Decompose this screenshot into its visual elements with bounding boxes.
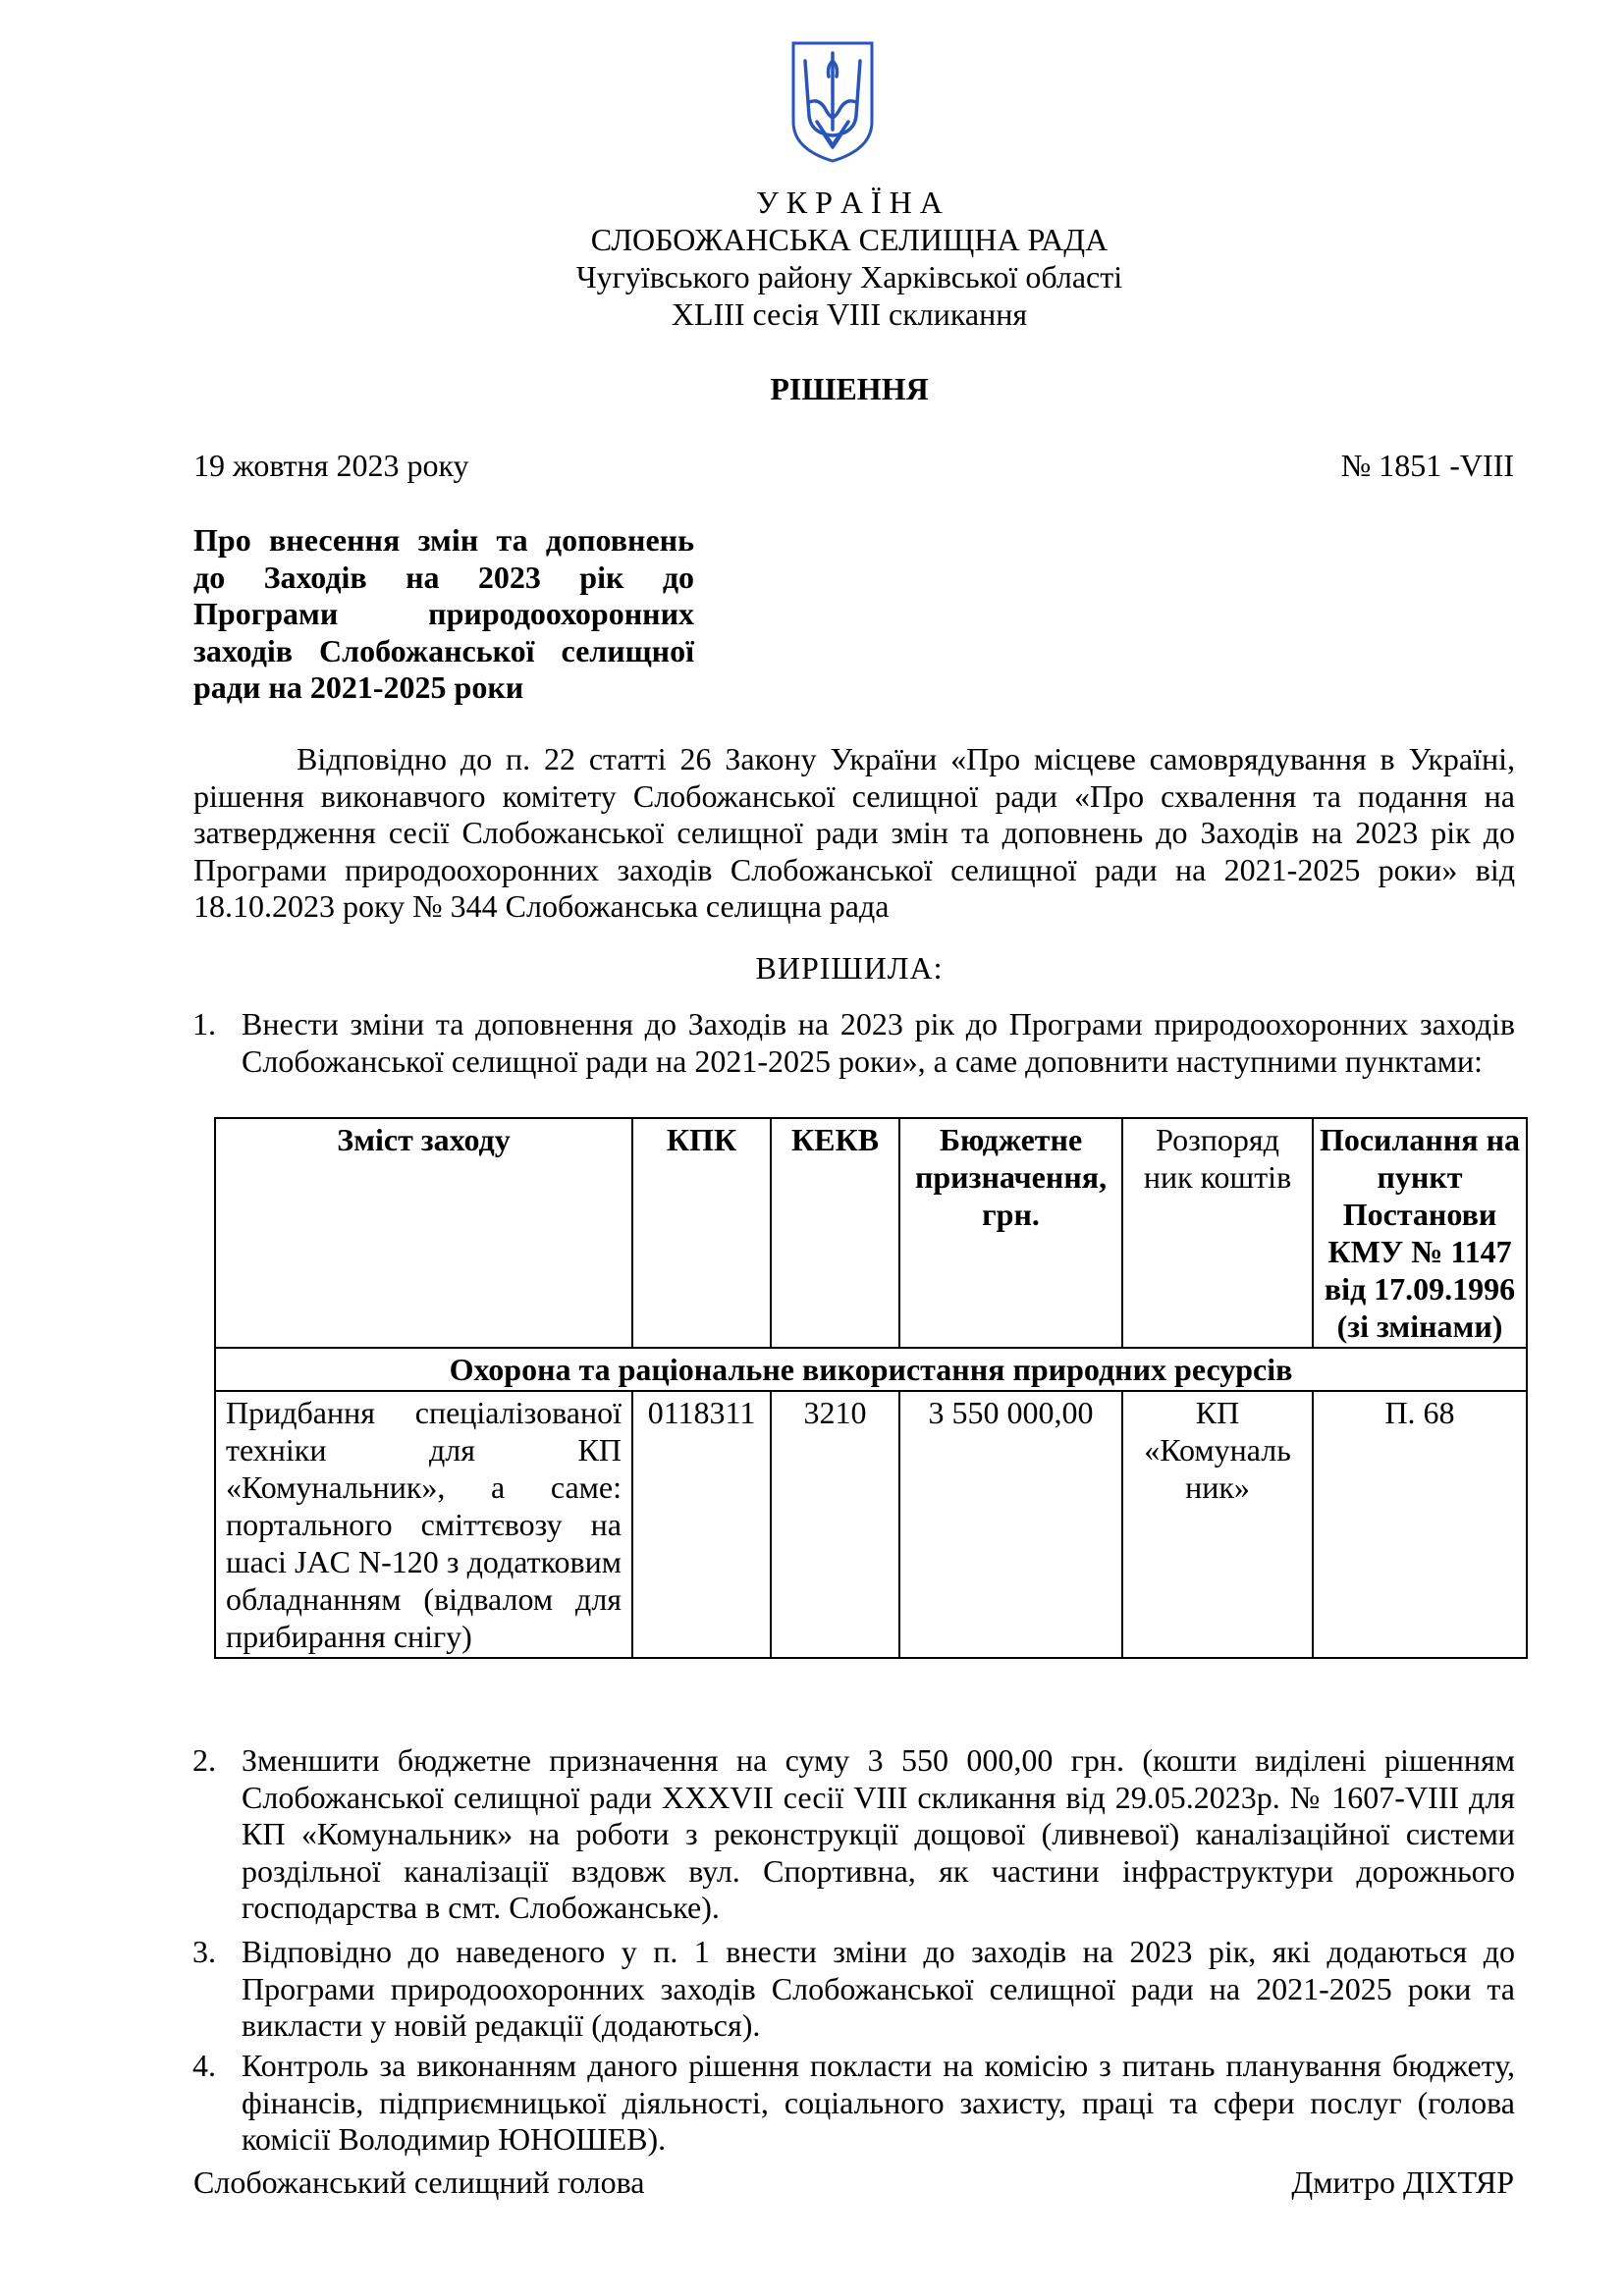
list-item bbox=[192, 2048, 1515, 2159]
subject-line: Про внесення змін та доповнень bbox=[193, 522, 694, 558]
header-district: Чугуївського району Харківської області bbox=[575, 259, 1123, 294]
decision-date: 19 жовтня 2023 року bbox=[193, 448, 469, 483]
table-cell-reference: П. 68 bbox=[1313, 1391, 1527, 1658]
table-section-title: Охорона та раціональне використання природних ресурсів bbox=[215, 1348, 1527, 1391]
measures-table bbox=[214, 1117, 1528, 1659]
list-item bbox=[192, 1006, 1515, 1080]
list-item-text: Внести зміни та доповнення до Заходів на 2023 рік до Програми природоохоронних заходів Слобожанської селищної ради на 2021-2025 роки», а саме доповнити наступними пунктами: bbox=[242, 1006, 1515, 1079]
list-item bbox=[192, 1934, 1515, 2045]
preamble-text: Відповідно до п. 22 статті 26 Закону України «Про місцеве самоврядування в Україні, рішення виконавчого комітету Слобожанської селищної ради «Про схвалення та подання на затвердження сесії Слобожанської селищної ради змін та доповнень до Заходів на 2023 рік до Програми природоохоронних заходів Слобожанської селищної ради на 2021-2025 роки» від 18.10.2023 року № 344 Слобожанська селищна рада bbox=[193, 741, 1515, 924]
table-header-row bbox=[215, 1118, 1527, 1348]
document-type-title: РІШЕННЯ bbox=[770, 371, 929, 406]
resolved-heading: ВИРІШИЛА: bbox=[755, 950, 944, 986]
table-header-amount: Бюджетне призначення, грн. bbox=[899, 1118, 1122, 1348]
table-header-reference: Посилання на пункт Постанови КМУ № 1147 від 17.09.1996 (зі змінами) bbox=[1313, 1118, 1527, 1348]
subject-line: заходів Слобожанської селищної bbox=[193, 632, 694, 668]
preamble bbox=[193, 741, 1515, 926]
subject-line: до Заходів на 2023 рік до bbox=[193, 559, 694, 595]
decision-number: № 1851 -VIII bbox=[1340, 448, 1514, 483]
signature-name: Дмитро ДІХТЯР bbox=[1291, 2164, 1514, 2200]
table-row bbox=[215, 1391, 1527, 1658]
table-header-manager: Розпоряд ник коштів bbox=[1122, 1118, 1313, 1348]
list-item-text: Контроль за виконанням даного рішення покласти на комісію з питань планування бюджету, фінансів, підприємницької діяльності, соціального захисту, праці та сфери послуг (голова комісії Володимир ЮНОШЕВ). bbox=[242, 2048, 1515, 2157]
table-cell-content: Придбання спеціалізованої техніки для КП «Комунальник», а саме: портального сміттєвозу на шасі JAC N-120 з додатковим обладнанням (відвалом для прибирання снігу) bbox=[215, 1391, 632, 1658]
list-item bbox=[192, 1742, 1515, 1927]
list-item-number: 3. bbox=[192, 1934, 216, 1969]
table-cell-kpk: 0118311 bbox=[632, 1391, 771, 1658]
header-session: XLIII сесія VIII скликання bbox=[671, 296, 1028, 332]
list-item-number: 4. bbox=[192, 2048, 216, 2083]
table-header-kpk: КПК bbox=[632, 1118, 771, 1348]
list-item-number: 2. bbox=[192, 1742, 216, 1778]
table-header-content: Зміст заходу bbox=[215, 1118, 632, 1348]
header-council: СЛОБОЖАНСЬКА СЕЛИЩНА РАДА bbox=[590, 222, 1109, 257]
table-header-kekv: КЕКВ bbox=[771, 1118, 899, 1348]
subject-line: ради на 2021-2025 роки bbox=[193, 669, 524, 705]
decision-subject bbox=[193, 522, 694, 707]
subject-line: Програми природоохоронних bbox=[193, 596, 694, 631]
coat-of-arms-emblem bbox=[789, 39, 876, 165]
list-item-text: Відповідно до наведеного у п. 1 внести зміни до заходів на 2023 рік, які додаються до Програми природоохоронних заходів Слобожанської селищної ради на 2021-2025 роки та викласти у новій редакції (додаються). bbox=[242, 1934, 1515, 2043]
list-item-number: 1. bbox=[192, 1006, 216, 1041]
table-cell-amount: 3 550 000,00 bbox=[899, 1391, 1122, 1658]
table-section-row bbox=[215, 1348, 1527, 1391]
signature-position: Слобожанський селищний голова bbox=[193, 2164, 645, 2200]
header-country: У К Р А Ї Н А bbox=[756, 185, 943, 220]
table-cell-manager: КП «Комуналь ник» bbox=[1122, 1391, 1313, 1658]
table-cell-kekv: 3210 bbox=[771, 1391, 899, 1658]
list-item-text: Зменшити бюджетне призначення на суму 3 550 000,00 грн. (кошти виділені рішенням Слобожанської селищної ради XXXVII сесії VIII скликання від 29.05.2023р. № 1607-VIII для КП «Комунальник» на роботи з реконструкції дощової (ливневої) каналізаційної системи роздільної каналізації вздовж вул. Спортивна, як частини інфраструктури дорожнього господарства в смт. Слобожанське). bbox=[242, 1742, 1515, 1925]
